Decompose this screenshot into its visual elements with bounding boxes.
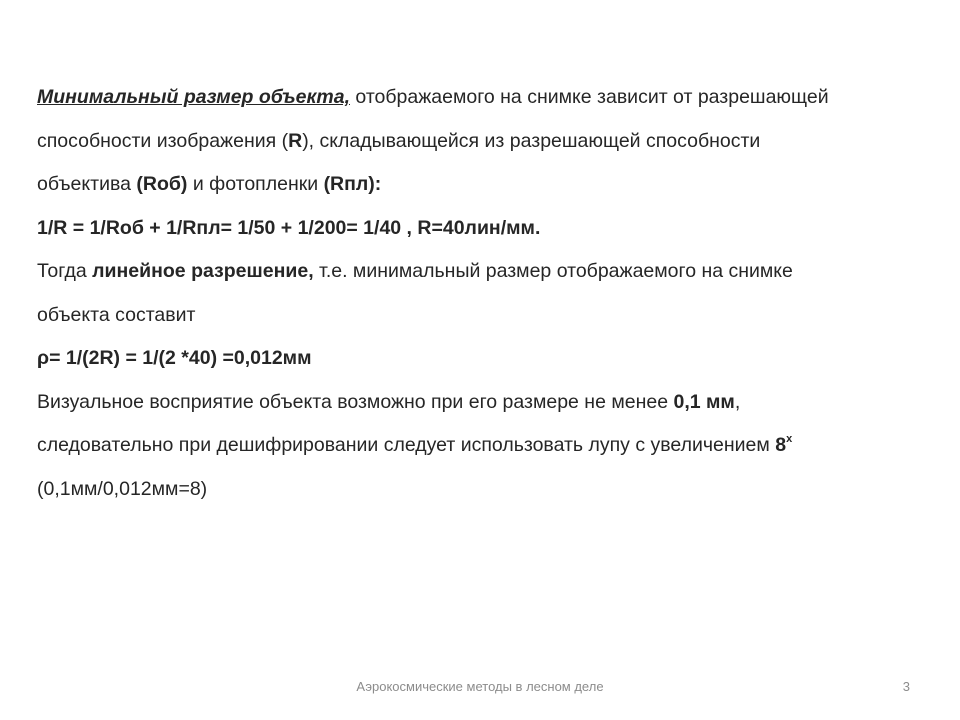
paragraph1-line1 — [37, 76, 927, 120]
paragraph2-line2: объекта составит — [37, 303, 196, 326]
magnification-superscript: х — [786, 433, 793, 445]
term-linear-resolution: линейное разрешение, — [92, 260, 314, 282]
text: объектива — [37, 173, 137, 195]
symbol-Rpl: (Rпл): — [323, 173, 382, 195]
text: т.е. минимальный размер отображаемого на снимке — [313, 260, 793, 282]
value-min-size: 0,1 мм — [673, 390, 735, 413]
text: ), складывающейся из разрешающей способности — [302, 129, 761, 152]
text: отображаемого на снимке зависит от разрешающей — [349, 86, 829, 108]
paragraph3-line3: (0,1мм/0,012мм=8) — [37, 477, 208, 500]
footer-title: Аэрокосмические методы в лесном деле — [356, 679, 604, 694]
page-number: 3 — [902, 679, 910, 694]
text: и фотопленки — [187, 173, 324, 195]
paragraph3-line2 — [37, 424, 927, 468]
text: , — [734, 390, 741, 413]
symbol-Rob: (Rоб) — [136, 173, 188, 195]
symbol-R: R — [288, 129, 303, 152]
paragraph2-line1 — [37, 250, 927, 294]
paragraph1-line2 — [37, 120, 927, 164]
text: Тогда — [37, 260, 93, 282]
text: следовательно при дешифрировании следует использовать лупу с увеличением — [37, 434, 776, 456]
paragraph1-line3 — [37, 163, 927, 207]
paragraph3-line1 — [37, 381, 927, 425]
text: Визуальное восприятие объекта возможно при его размере не менее — [37, 390, 674, 413]
term-min-object-size: Минимальный размер объекта, — [37, 86, 350, 108]
formula-linear-resolution: ρ= 1/(2R) = 1/(2 *40) =0,012мм — [37, 347, 312, 369]
formula-resolution: 1/R = 1/Rоб + 1/Rпл= 1/50 + 1/200= 1/40 , R=40лин/мм. — [37, 216, 541, 239]
value-magnification: 8 — [775, 434, 787, 456]
text: способности изображения ( — [37, 129, 289, 152]
slide-body — [37, 76, 927, 511]
